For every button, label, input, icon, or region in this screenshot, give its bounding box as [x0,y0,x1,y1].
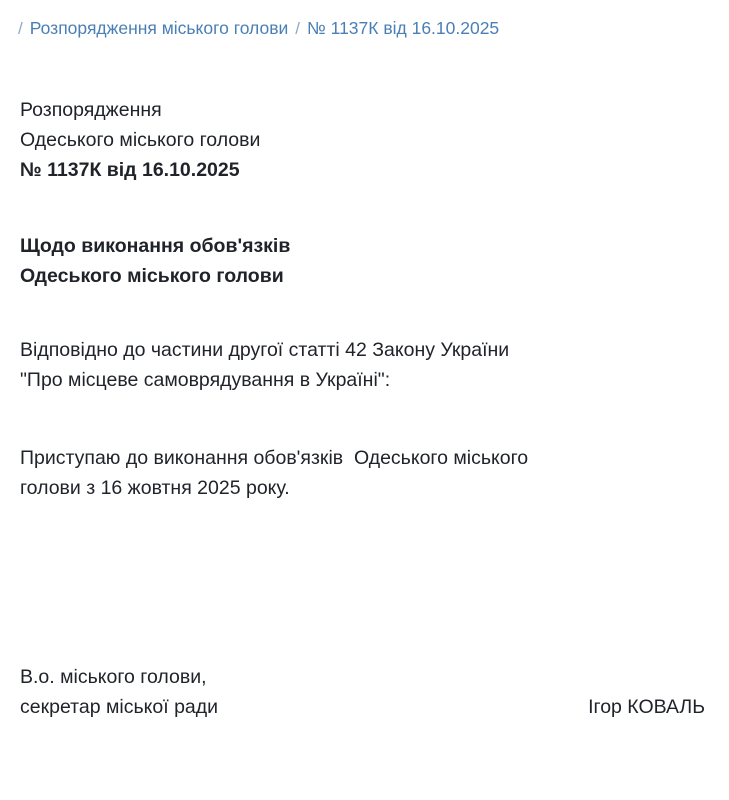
signature-position-line-2: секретар міської ради [20,696,219,718]
document-title-line-1: Розпорядження [20,99,162,121]
order-text-line-2: голови з 16 жовтня 2025 року. [20,477,290,499]
signature-block [20,662,705,722]
document-title [20,95,705,185]
breadcrumb-separator-2: / [295,18,300,38]
document-legal-basis [20,335,705,395]
legal-basis-line-1: Відповідно до частини другої статті 42 Закону України [20,339,510,361]
breadcrumb-separator-1: / [18,18,23,38]
signature-name: Ігор КОВАЛЬ [588,696,705,718]
document-number: № 1137К від 16.10.2025 [20,159,240,181]
document-body [0,39,729,503]
breadcrumb [0,0,729,39]
signature-position-line-1: В.о. міського голови, [20,666,207,688]
document-title-line-2: Одеського міського голови [20,129,261,151]
document-subject [20,231,705,291]
document-order-text [20,443,705,503]
signature-row [20,692,705,722]
document-subject-line-1: Щодо виконання обов'язків [20,235,291,257]
breadcrumb-item-category[interactable]: Розпорядження міського голови [29,18,289,38]
breadcrumb-item-document[interactable]: № 1137К від 16.10.2025 [307,18,500,38]
legal-basis-line-2: "Про місцеве самоврядування в Україні": [20,369,391,391]
document-subject-line-2: Одеського міського голови [20,265,284,287]
order-text-line-1: Приступаю до виконання обов'язків Одеського міського [20,447,529,469]
